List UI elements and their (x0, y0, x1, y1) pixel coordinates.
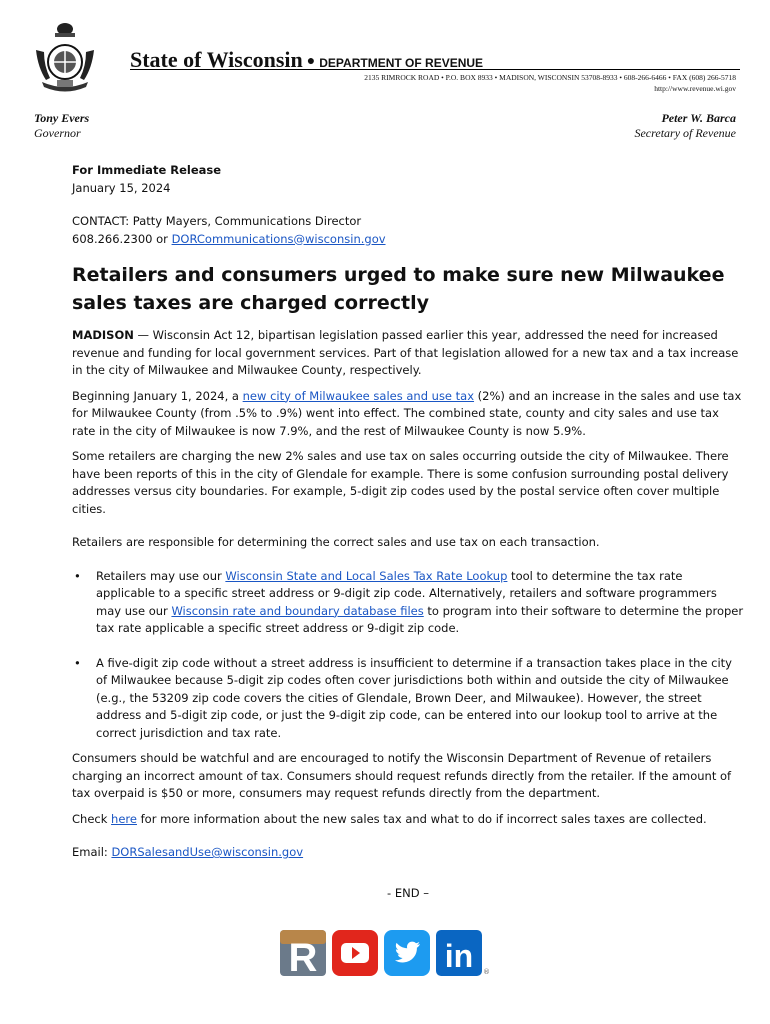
letterhead-title (130, 47, 740, 70)
paragraph-1-text: — Wisconsin Act 12, bipartisan legislation passed earlier this year, addressed the need for increased revenue and funding for local government services. Part of that legislation allowed for a new tax and a tax increase in the city of Milwaukee and Milwaukee County, respectively. (72, 328, 739, 377)
sales-use-email-link[interactable]: DORSalesandUse@wisconsin.gov (111, 845, 304, 859)
end-marker: - END – (387, 885, 429, 900)
secretary-title: Secretary of Revenue (634, 126, 736, 140)
bullet-item-zipcode: • A five-digit zip code without a street address is insufficient to determine if a transaction takes place in the city of Milwaukee because 5-digit zip codes often cover jurisdictions both within and outside the city of Milwaukee (e.g., the 53209 zip code covers the cities of Glendale, Brown Deer, and Milwaukee). However, the street address and 5-digit zip code, or just the 9-digit zip code, can be entered into our lookup tool to arrive at the correct jurisdiction and tax rate. (72, 655, 744, 743)
dateline: MADISON (72, 328, 134, 342)
paragraph-6-text-b: for more information about the new sales tax and what to do if incorrect sales taxes are collected. (136, 811, 707, 826)
revenue-r-icon[interactable] (280, 930, 326, 976)
governor-title: Governor (34, 126, 81, 140)
letterhead-website: http://www.revenue.wi.gov (654, 84, 736, 93)
bullet-item-lookup (72, 568, 744, 638)
release-date: January 15, 2024 (72, 180, 171, 195)
bullet-list (72, 568, 744, 743)
paragraph-5: Consumers should be watchful and are encouraged to notify the Wisconsin Department of Revenue of retailers charging an incorrect amount of tax. Consumers should request refunds directly from the retailer. If the amount of tax overpaid is $50 or more, consumers may request refunds directly from the department. (72, 751, 732, 800)
paragraph-2 (72, 388, 744, 441)
paragraph-6-text-a: Check (72, 811, 112, 826)
headline: Retailers and consumers urged to make sure new Milwaukee sales taxes are charged correctly (72, 264, 725, 314)
paragraph-2-text-b: (2%) and an increase in the sales and use tax for Milwaukee County (from .5% to .9%) went into effect. The combined state, county and city sales and use tax rate in the city of Milwaukee is now 7.9%, and the rest of Milwaukee County is now 5.9%. (72, 388, 742, 438)
linkedin-icon[interactable] (436, 930, 482, 976)
release-label: For Immediate Release (72, 163, 222, 177)
separator-dot: ● (306, 54, 316, 69)
secretary-name: Peter W. Barca (661, 111, 736, 125)
contact-details (72, 231, 744, 249)
contact-line: CONTACT: Patty Mayers, Communications Director (72, 214, 362, 228)
paragraph-4: Retailers are responsible for determining the correct sales and use tax on each transaction. (72, 535, 600, 549)
milwaukee-tax-link[interactable]: new city of Milwaukee sales and use tax (242, 388, 475, 403)
paragraph-2-text-a: Beginning January 1, 2024, a (72, 388, 243, 403)
youtube-icon[interactable] (332, 930, 378, 976)
revenue-r-letter: R (288, 936, 318, 976)
rate-lookup-link[interactable]: Wisconsin State and Local Sales Tax Rate Lookup (225, 568, 508, 583)
letterhead-address: 2135 RIMROCK ROAD • P.O. BOX 8933 • MADISON, WISCONSIN 53708-8933 • 608-266-6466 • FAX (608) 266-5718 (364, 73, 736, 82)
social-links (280, 930, 490, 978)
email-label: Email: (72, 845, 112, 859)
contact-or: or (152, 231, 172, 246)
bullet-1-text-b: tool to determine the tax rate applicable to a specific street address or 9-digit zip code. Alternatively, retailers and software programmers may use our (96, 568, 717, 618)
wisconsin-seal-icon (32, 20, 98, 98)
paragraph-6 (72, 811, 744, 829)
state-name: State of Wisconsin (130, 47, 303, 72)
bullet-1-text-c: to program into their software to determine the proper tax rate applicable a specific street address or 9-digit zip code. (96, 603, 744, 635)
bullet-1-text-a: Retailers may use our (96, 568, 226, 583)
contact-email-link[interactable]: DORCommunications@wisconsin.gov (171, 231, 386, 246)
email-line (72, 844, 744, 862)
linkedin-text: in (444, 938, 474, 974)
governor-name: Tony Evers (34, 111, 90, 125)
press-release-body (72, 162, 744, 902)
paragraph-1 (72, 327, 744, 380)
here-link[interactable]: here (111, 811, 137, 826)
boundary-files-link[interactable]: Wisconsin rate and boundary database files (171, 603, 424, 618)
registered-mark: ® (483, 968, 490, 976)
paragraph-3: Some retailers are charging the new 2% sales and use tax on sales occurring outside the city of Milwaukee. There have been reports of this in the city of Glendale for example. There is some confusion surrounding postal delivery addresses versus city boundaries. For example, 5-digit zip codes used by the postal service often cover multiple cities. (72, 449, 729, 516)
contact-phone: 608.266.2300 (72, 231, 153, 246)
department-name: DEPARTMENT OF REVENUE (319, 56, 484, 70)
twitter-icon[interactable] (384, 930, 430, 976)
